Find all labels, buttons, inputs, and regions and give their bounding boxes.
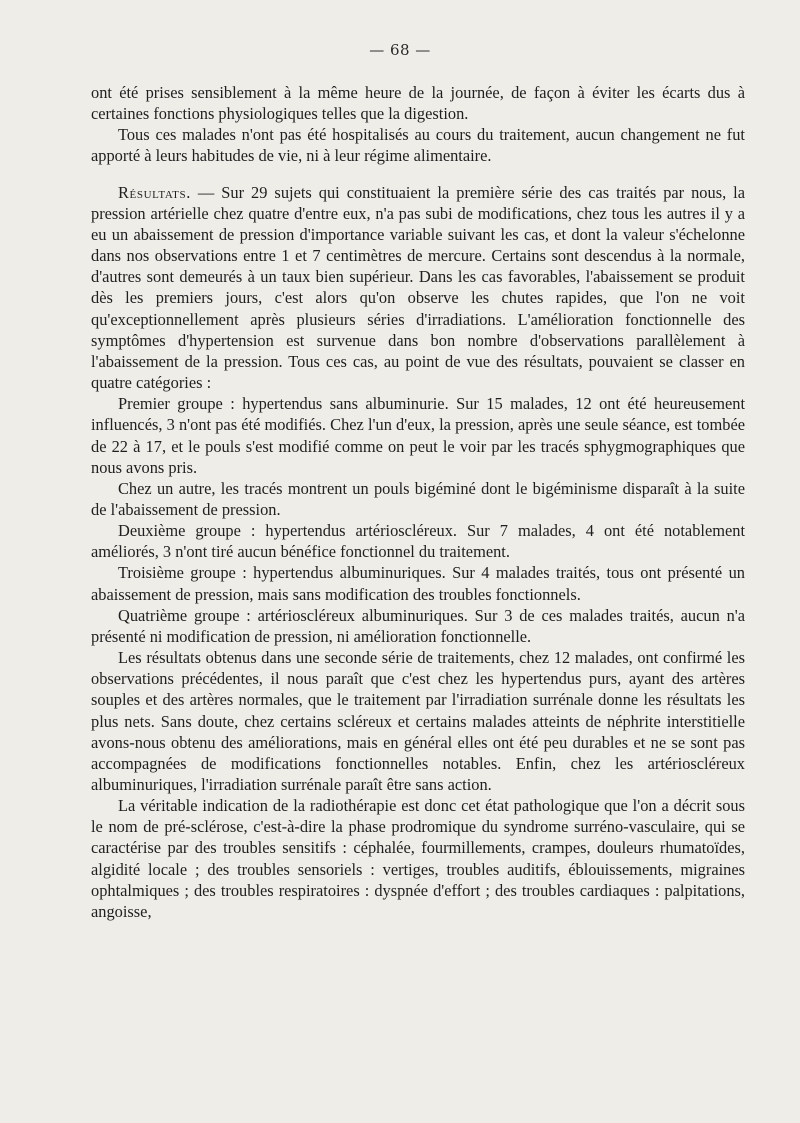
paragraph-continuation: ont été prises sensiblement à la même heure de la journée, de façon à éviter les écarts dus à certaines fonctions physiologiques telles que la digestion. xyxy=(91,83,745,124)
section-heading: Résultats. xyxy=(118,182,191,202)
paragraph-seconde-serie: Les résultats obtenus dans une seconde série de traitements, chez 12 malades, ont confirmé les observations précédentes, il nous paraît que c'est chez les hypertendus purs, ayant des artères souples et des artères normales, que le traitement par l'irradiation surrénale donne les résultats les plus nets. Sans doute, chez certains scléreux et certains malades atteints de néphrite interstitielle avons-nous obtenu des améliorations, mais en général elles ont été peu durables et ne se sont pas accompagnées de modifications fonctionnelles notables. Enfin, chez les artérioscléreux albuminuriques, l'irradiation surrénale paraît être sans action. xyxy=(91,648,745,794)
paragraph-bigeminisme: Chez un autre, les tracés montrent un pouls bigéminé dont le bigéminisme disparaît à la suite de l'abaissement de pression. xyxy=(91,478,745,519)
paragraph-hospitalisation: Tous ces malades n'ont pas été hospitalisés au cours du traitement, aucun changement ne fut apporté à leurs habitudes de vie, ni à leur régime alimentaire. xyxy=(91,125,745,166)
body-text xyxy=(91,82,745,922)
paragraph-indication: La véritable indication de la radiothérapie est donc cet état pathologique que l'on a décrit sous le nom de pré-sclérose, c'est-à-dire la phase prodromique du syndrome surréno-vasculaire, qui se caractérise par des troubles sensitifs : céphalée, fourmillements, crampes, douleurs rhumatoïdes, algidité locale ; des troubles sensoriels : vertiges, troubles auditifs, éblouissements, migraines ophtalmiques ; des troubles respiratoires : dyspnée d'effort ; des troubles cardiaques : palpitations, angoisse, xyxy=(91,796,745,921)
paragraph-resultats xyxy=(91,182,745,394)
page-number: — 68 — xyxy=(369,41,431,59)
paragraph-quatrieme-groupe: Quatrième groupe : artérioscléreux albuminuriques. Sur 3 de ces malades traités, aucun n'a présenté ni modification de pression, ni amélioration fonctionnelle. xyxy=(91,605,745,646)
paragraph-deuxieme-groupe: Deuxième groupe : hypertendus artérioscléreux. Sur 7 malades, 4 ont été notablement améliorés, 3 n'ont tiré aucun bénéfice fonctionnel du traitement. xyxy=(91,521,745,562)
paragraph-troisieme-groupe: Troisième groupe : hypertendus albuminuriques. Sur 4 malades traités, tous ont présenté un abaissement de pression, mais sans modification des troubles fonctionnels. xyxy=(91,563,745,604)
paragraph-premier-groupe: Premier groupe : hypertendus sans albuminurie. Sur 15 malades, 12 ont été heureusement influencés, 3 n'ont pas été modifiés. Chez l'un d'eux, la pression, après une seule séance, est tombée de 22 à 17, et le pouls s'est modifié comme on peut le voir par les tracés sphygmographiques que nous avons pris. xyxy=(91,394,745,477)
paragraph-resultats-text: — Sur 29 sujets qui constituaient la première série des cas traités par nous, la pression artérielle chez quatre d'entre eux, n'a pas subi de modifications, chez tous les autres il y a eu un abaissement de pression d'importance variable suivant les cas, et dont la valeur s'échelonne dans nos observations entre 1 et 7 centimètres de mercure. Certains sont descendus à la normale, d'autres sont demeurés à un taux bien supérieur. Dans les cas favorables, l'abaissement se produit dès les premiers jours, c'est alors qu'on observe les chutes rapides, que l'on ne voit qu'exceptionnellement après plusieurs séries d'irradiations. L'amélioration fonctionnelle des symptômes d'hypertension est survenue dans bon nombre d'observations parallèlement à l'abaissement de la pression. Tous ces cas, au point de vue des résultats, pouvaient se classer en quatre catégories : xyxy=(91,182,745,393)
